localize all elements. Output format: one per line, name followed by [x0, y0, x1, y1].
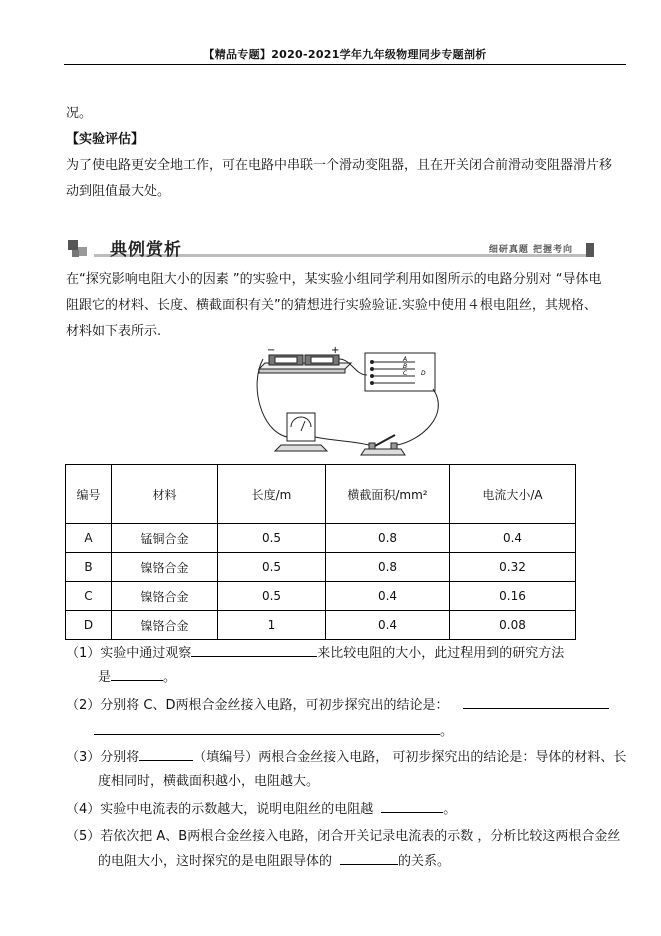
question-1-text: 来比较电阻的大小，此过程用到的研究方法 [317, 646, 565, 661]
resistance-wire-table [65, 464, 576, 640]
answer-blank-2b[interactable] [94, 721, 440, 735]
problem-line-2: 阻跟它的材料、长度、横截面积有关”的猜想进行实验验证.实验中使用４根电阻丝，其规格、 [66, 298, 597, 313]
question-2 [66, 695, 609, 717]
table-cell: D [66, 611, 112, 640]
eval-line-2: 动到阻值最大处。 [66, 184, 171, 199]
table-cell: 1 [218, 611, 326, 640]
table-cell: 0.08 [450, 611, 576, 640]
question-3-text: （3）分别将 [66, 750, 140, 765]
question-2-continued [94, 721, 453, 743]
table-row [66, 524, 576, 553]
table-cell: 0.8 [326, 524, 450, 553]
answer-blank-1a[interactable] [191, 643, 317, 657]
table-cell: 0.8 [326, 553, 450, 582]
problem-line-3: 材料如下表所示. [66, 324, 162, 339]
question-3 [66, 747, 626, 769]
table-cell: 0.4 [326, 611, 450, 640]
answer-blank-1b[interactable] [111, 667, 163, 681]
table-cell: 镍铬合金 [112, 553, 218, 582]
table-row [66, 553, 576, 582]
table-cell: 0.4 [326, 582, 450, 611]
wire-label-a: A [403, 356, 408, 363]
table-cell: B [66, 553, 112, 582]
question-2-text: （2）分别将 C、D两根合金丝接入电路，可初步探究出的结论是： [66, 698, 449, 713]
question-5: （5）若依次把 A、B两根合金丝接入电路，闭合开关记录电流表的示数 ，分析比较这两根合金丝 [66, 829, 621, 844]
table-header: 材料 [112, 465, 218, 524]
plus-terminal: + [331, 345, 340, 356]
table-row [66, 611, 576, 640]
table-cell: 锰铜合金 [112, 524, 218, 553]
question-4 [66, 799, 456, 821]
minus-terminal: − [267, 345, 276, 356]
table-header-row [66, 465, 576, 524]
table-cell: 0.16 [450, 582, 576, 611]
header-rule [64, 64, 626, 65]
answer-blank-2a[interactable] [463, 695, 609, 709]
banner-title: 典例赏析 [110, 240, 182, 260]
table-cell: 0.5 [218, 524, 326, 553]
page-header: 【精品专题】2020-2021学年九年级物理同步专题剖析 [203, 48, 487, 61]
section-banner [64, 234, 599, 262]
eval-heading: 【实验评估】 [66, 132, 145, 147]
table-cell: 0.5 [218, 582, 326, 611]
problem-line-1: 在“探究影响电阻大小的因素 ”的实验中，某实验小组同学利用如图所示的电路分别对 “导体电 [66, 272, 602, 287]
intro-line: 况。 [66, 106, 93, 121]
wire-label-d: D [421, 370, 426, 377]
table-row [66, 582, 576, 611]
eval-line-1: 为了使电路更安全地工作，可在电路中串联一个滑动变阻器，且在开关闭合前滑动变阻器滑片移 [66, 158, 613, 173]
question-3-text: （填编号）两根合金丝接入电路， 可初步探究出的结论是：导体的材料、长 [193, 750, 627, 765]
table-cell: 0.32 [450, 553, 576, 582]
table-cell: 0.4 [450, 524, 576, 553]
table-cell: 镍铬合金 [112, 582, 218, 611]
table-header: 长度/m [218, 465, 326, 524]
answer-blank-3[interactable] [139, 747, 193, 761]
question-5-text: 的关系。 [398, 854, 451, 869]
table-cell: C [66, 582, 112, 611]
table-cell: 0.5 [218, 553, 326, 582]
answer-blank-5[interactable] [340, 851, 398, 865]
table-cell: A [66, 524, 112, 553]
question-1-continued [98, 667, 176, 689]
table-cell: 镍铬合金 [112, 611, 218, 640]
circuit-diagram [255, 345, 455, 465]
question-4-text: 。 [443, 802, 457, 817]
answer-blank-4[interactable] [381, 799, 443, 813]
question-3-continued: 度相同时，横截面积越小，电阻越大。 [98, 774, 320, 789]
question-1 [66, 643, 564, 665]
question-5-continued [98, 851, 450, 873]
wire-label-b: B [403, 363, 408, 370]
question-1-text: （1）实验中通过观察 [66, 646, 192, 661]
question-4-text: （4）实验中电流表的示数越大，说明电阻丝的电阻越 [66, 802, 374, 817]
question-2-text: 。 [440, 724, 454, 739]
question-5-text: 的电阻大小，这时探究的是电阻跟导体的 [98, 854, 333, 869]
question-1-text: 是 [98, 670, 112, 685]
banner-subtitle: 细研真题 把握考向 [488, 245, 573, 255]
table-header: 横截面积/mm² [326, 465, 450, 524]
table-header: 编号 [66, 465, 112, 524]
question-1-text: 。 [163, 670, 177, 685]
wire-label-c: C [403, 370, 408, 377]
table-header: 电流大小/A [450, 465, 576, 524]
